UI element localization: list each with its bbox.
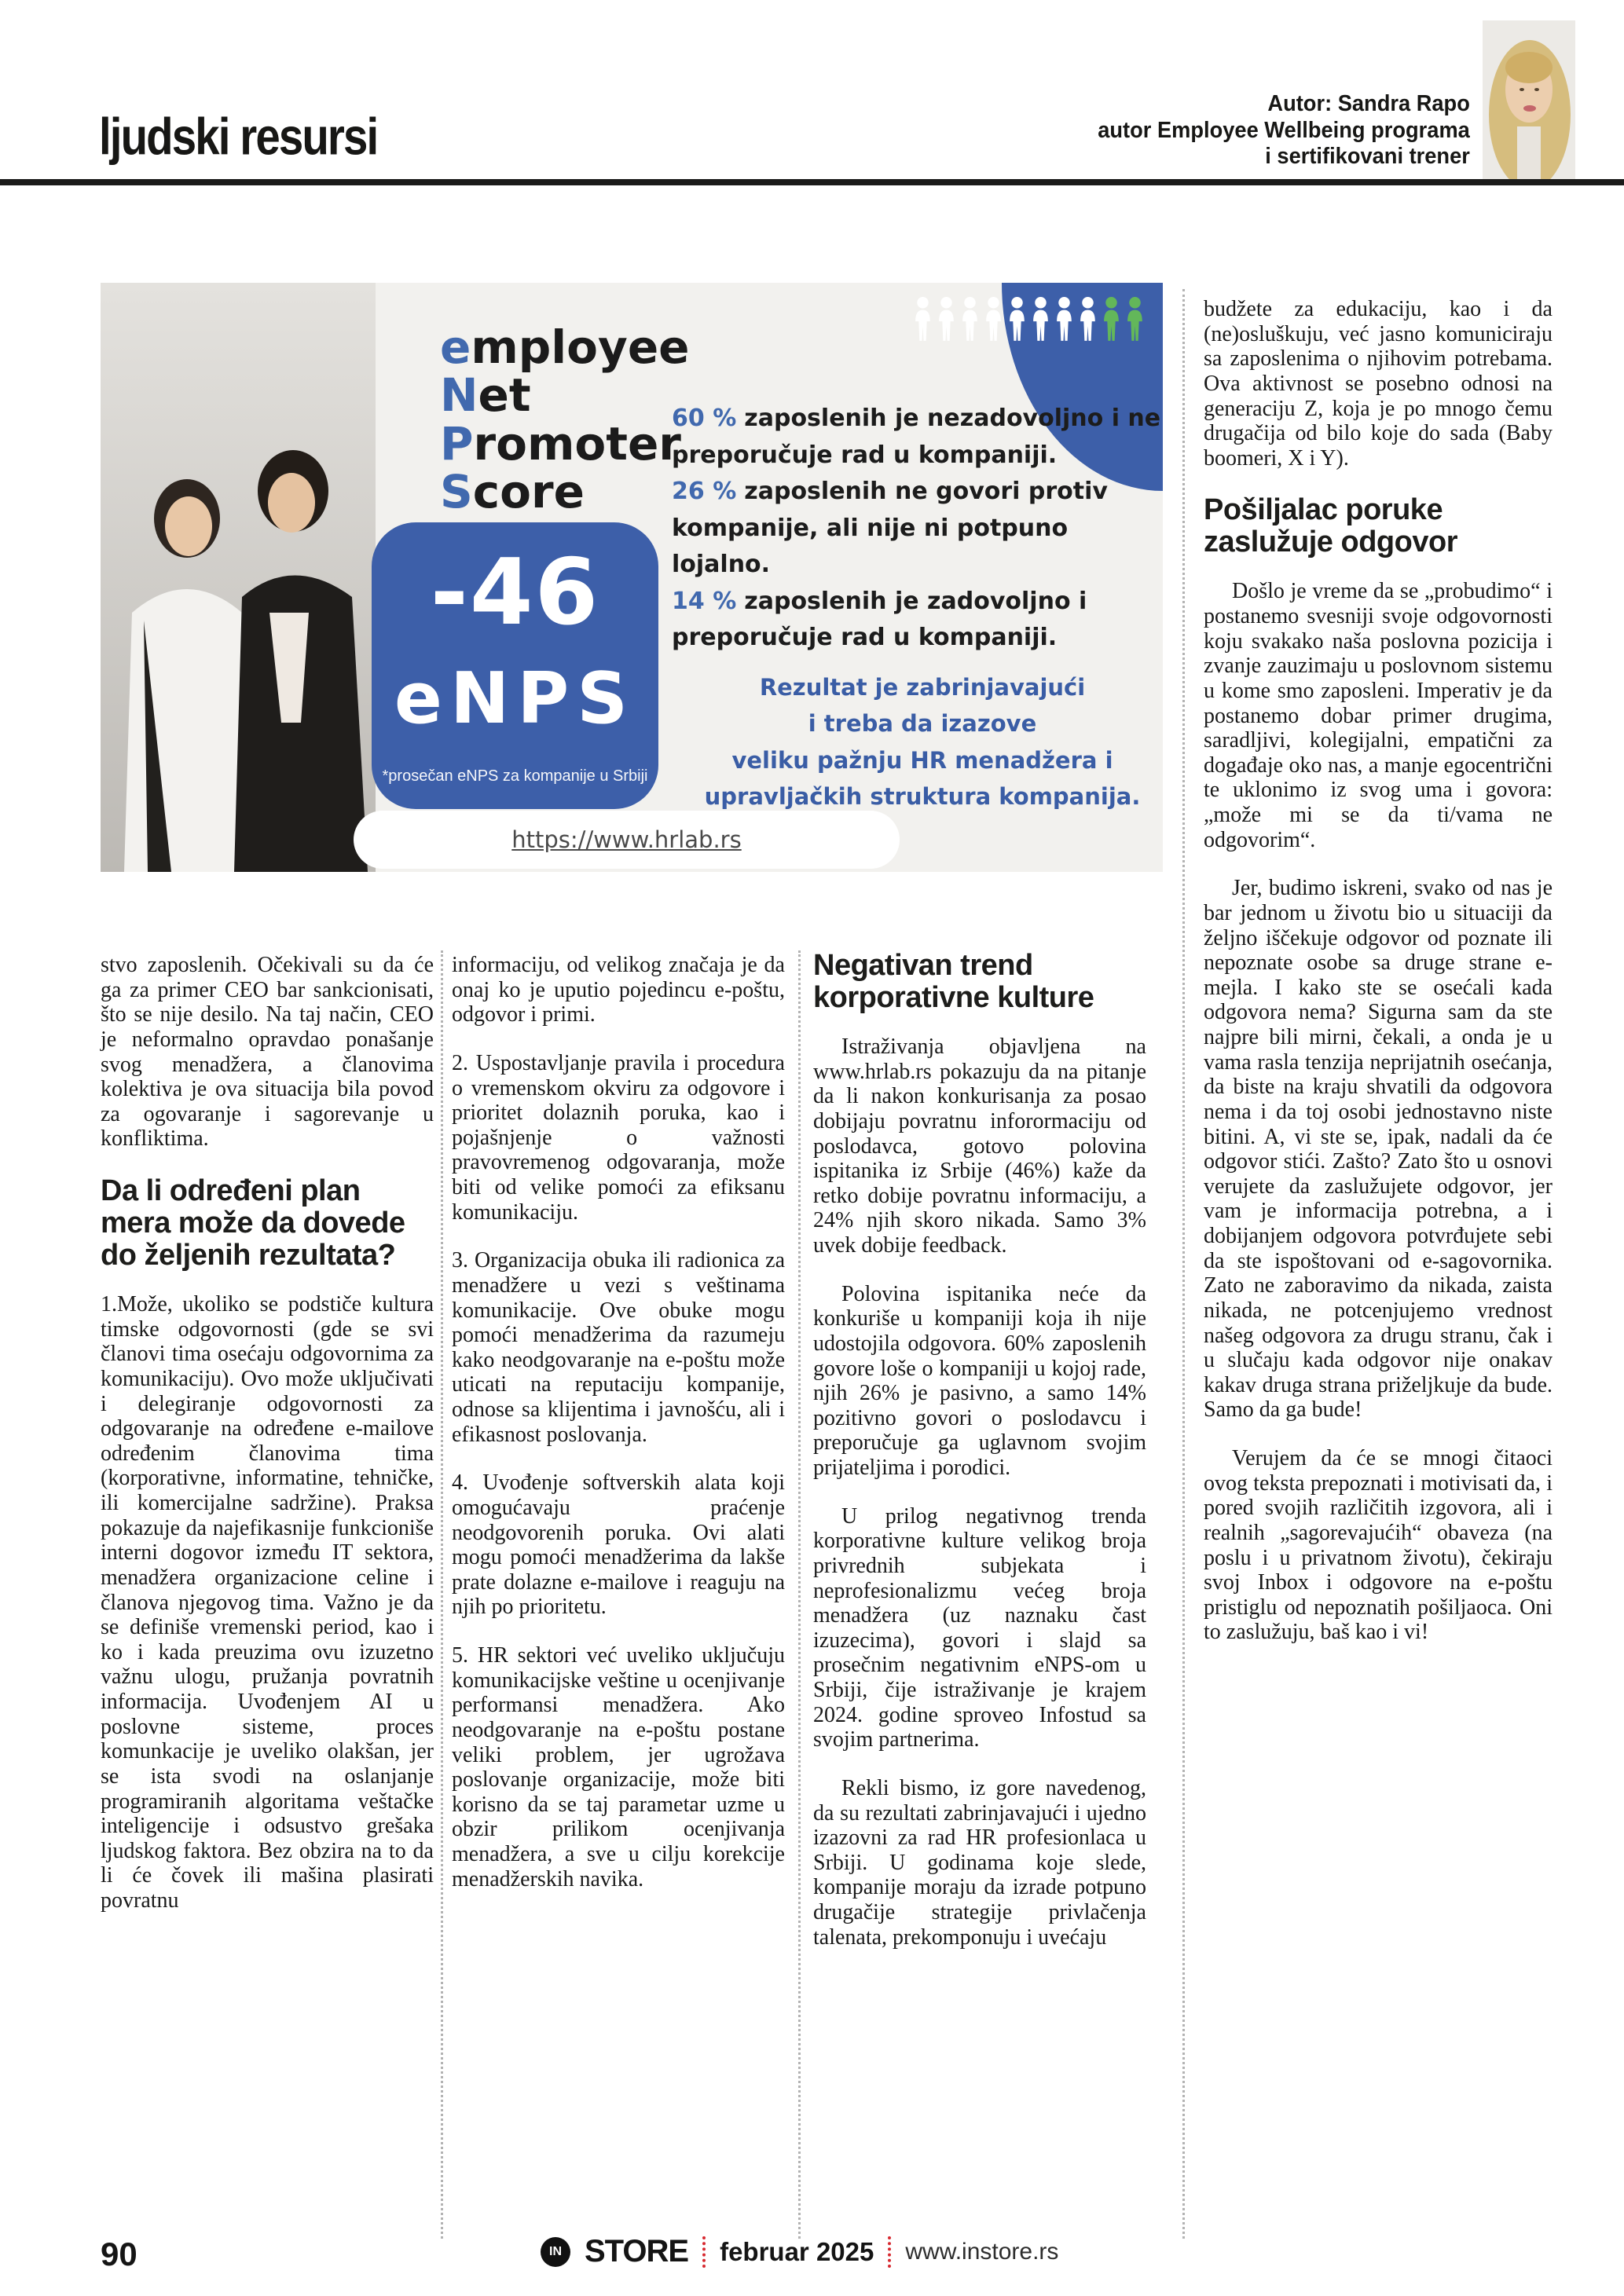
- enps-infographic: [101, 283, 1163, 872]
- brand-name: STORE: [585, 2234, 689, 2269]
- paragraph: 1.Može, ukoliko se podstiče kultura timske odgovornosti (gde se svi članovi tima osećaju odgovornima za komunikaciju). Ovo može uključivati i delegiranje odgovornosti za odgovaranje na određene e-mailove određenim članovima tima (korporativne, informatine, tehničke, ili komercijalne sadržine). Praksa pokazuje da najefikasnije funkcioniše interni dogovor između IT sektora, menadžera organizacione celine i članova njegovog tima. Važno je da se definiše vremenski period, kao i ko i kada preuzima ovu izuzetno važnu ulogu, pružanja povratnih informacija. Uvođenjem AI u poslovne sisteme, proces komunkacije je uveliko olakšan, jer se ista svodi na oslanjanje programiranih algoritama veštačke inteligencije i odsustvo grešaka ljudskog faktora. Bez obzira na to da li će čovek ili mašina plasirati povratnu: [101, 1292, 434, 1913]
- enps-title-line: employee: [440, 320, 690, 374]
- paragraph: 3. Organizacija obuka ili radionica za menadžere u vezi s veštinama komunikacije. Ove obuke mogu pomoći menadžerima da razumeju kako neodgovaranje na e-poštu može uticati na reputaciju kompanije, odnose sa klijentima i javnošću, ali i efikasnost poslovanja.: [452, 1248, 785, 1447]
- site-url: www.instore.rs: [905, 2238, 1059, 2265]
- stat-text: zaposlenih ne govori protiv kompanije, ali nije ni potpuno lojalno.: [672, 478, 1108, 578]
- instore-logo-icon: IN: [541, 2237, 570, 2267]
- header-divider: [0, 179, 1624, 185]
- paragraph: budžete za edukaciju, kao i da (ne)osluškuju, već jasno komuniciraju sa zaposlenima o njihovim potrebama. Ova aktivnost se posebno odnosi na generaciju Z, koja je po mnogo čemu drugačija od bilo koje do sada (Baby boomeri, X i Y).: [1204, 297, 1553, 471]
- person-icon-green: [1101, 297, 1122, 342]
- enps-quote-line: veliku pažnju HR menadžera i: [731, 746, 1113, 774]
- footer-separator: [702, 2236, 706, 2268]
- paragraph: Polovina ispitanika neće da konkuriše u kompaniji koja ih nije udostojila odgovora. 60% zaposlenih govore loše o kompaniji u kojoj rade, njih 26% je pasivno, a samo 14% pozitivno govori o poslodavcu i preporučuje ga uglavnom svojim prijateljima i porodici.: [813, 1281, 1146, 1481]
- enps-score-value: -46: [430, 540, 600, 646]
- subheading-negativan-trend: Negativan trend korporativne kulture: [813, 949, 1094, 1015]
- enps-score-label: eNPS: [394, 657, 636, 740]
- column-divider: [798, 950, 801, 2239]
- enps-title-line: Score: [440, 465, 585, 519]
- person-icon: [1077, 297, 1098, 342]
- paragraph: Istraživanja objavljena na www.hrlab.rs pokazuju da na pitanje da li nakon konkurisanja za posao dobijaju povratnu inforormaciju od poslodavca, gotovo polovina ispitanika iz Srbije (46%) kaže da retko dobije povratnu informaciju, a 24% njih skoro nikada. Samo 3% uvek dobije feedback.: [813, 1034, 1146, 1258]
- infographic-photo: [101, 283, 376, 872]
- enps-stats: [672, 401, 1165, 657]
- enps-score-note: *prosečan eNPS za kompanije u Srbiji: [382, 767, 648, 785]
- paragraph: 2. Uspostavljanje pravila i procedura o vremenskom okviru za odgovore i prioritet dolaznih poruka, kao i pojašnjenje o važnosti pravovremenog odgovaranja, može biti od velike pomoći za efiksanu komunikaciju.: [452, 1050, 785, 1225]
- subheading-posiljalac-poruke: Pošiljalac poruke zaslužuje odgovor: [1204, 493, 1457, 559]
- stat-row: [672, 474, 1165, 584]
- author-photo: [1483, 20, 1575, 179]
- enps-quote: [679, 669, 1166, 815]
- person-icon: [936, 297, 957, 342]
- enps-quote-line: i treba da izazove: [808, 710, 1037, 738]
- person-icon: [959, 297, 981, 342]
- stat-text: zaposlenih je nezadovoljno i ne preporučuje rad u kompaniji.: [672, 405, 1161, 469]
- issue-date: februar 2025: [720, 2236, 874, 2266]
- section-title: ljudski resursi: [99, 108, 378, 166]
- stat-text: zaposlenih je zadovoljno i preporučuje rad u kompaniji.: [672, 587, 1087, 651]
- paragraph: Verujem da će se mnogi čitaoci ovog teksta prepoznati i motivisati da, i pored svojih različitih izgovora, ali i realnih „sagorevajućih“ obaveza (na poslu i u privatnom životu), čekiraju svoj Inbox i odgovore na e-poštu pristiglu od nepoznatih pošiljaoca. Oni to zaslužuju, baš kao i vi!: [1204, 1446, 1553, 1645]
- paragraph: 4. Uvođenje softverskih alata koji omogućavaju praćenje neodgovorenih poruka. Ovi alati mogu pomoći menadžerima da lakše prate dolazne e-mailove i reaguju na njih po prioritetu.: [452, 1470, 785, 1620]
- stat-value: 26 %: [672, 478, 737, 505]
- column-divider: [441, 950, 443, 2239]
- paragraph: Jer, budimo iskreni, svako od nas je bar jednom u životu bio u situaciji da željno iščekuje odgovor od poznate ili nepoznate osobe sa druge strane e-mejla. I kako ste se osećali kada odgovora nema? Sigurna sam da ste najpre bili mirni, čekali, a onda je u vama rasla tenzija neprijatnih osećanja, da biste na kraju shvatili da odgovora nema i da toj osobi jednostavno niste bitini. A, vi ste se, ipak, nadali da će odgovor stići. Zašto? Zato što u osnovi verujete da zaslužujete odgovor, jer vam je informacija potrebna, a i dobijanjem odgovora potvrđujete sebi da ste ispoštovani od e-sagovornika. Zato ne zaboravimo da nikada, zaista nikada, ne potcenjujemo vrednost našeg odgovora za drugu stranu, čak i u slučaju kada odgovor nije onakav kakav druga strana priželjkuje da bude. Samo da ga bude!: [1204, 876, 1553, 1423]
- enps-title-line: Net: [440, 368, 531, 423]
- paragraph: stvo zaposlenih. Očekivali su da će ga za primer CEO bar sankcionisati, što se nije desilo. Na taj način, CEO je neformalno opravdao ponašanje svog menadžera, a članovima kolektiva je ova situacija bila povod za ogovaranje i sagorevanje u konfliktima.: [101, 953, 434, 1152]
- person-icon-green: [1124, 297, 1146, 342]
- stat-row: [672, 584, 1165, 657]
- author-role-1: autor Employee Wellbeing programa: [1098, 117, 1470, 143]
- paragraph: U prilog negativnog trenda korporativne kulture velikog broja privrednih subjekata i neprofesionalizmu većeg broja menadžera (uz naznaku čast izuzecima), govori i slajd sa prosečnim negativnim eNPS-om u Srbiji, čije istraživanje je krajem 2024. godine sproveo Infostud sa svojim partnerima.: [813, 1503, 1146, 1752]
- enps-score-card: [372, 522, 658, 809]
- page-number: 90: [101, 2236, 137, 2272]
- person-icon: [1006, 297, 1028, 342]
- enps-quote-line: Rezultat je zabrinjavajući: [759, 674, 1086, 701]
- footer-separator: [888, 2236, 891, 2268]
- article-column-3: [813, 949, 1146, 1973]
- person-icon: [1054, 297, 1075, 342]
- stat-value: 60 %: [672, 405, 737, 432]
- person-icon: [1030, 297, 1051, 342]
- people-pictogram-row: [912, 297, 1146, 342]
- author-role-2: i sertifikovani trener: [1265, 144, 1470, 170]
- author-photo-placeholder: [1483, 20, 1575, 179]
- person-icon: [983, 297, 1004, 342]
- footer: [541, 2234, 1058, 2269]
- person-icon: [912, 297, 933, 342]
- paragraph: 5. HR sektori već uveliko uključuju komunikacijske veštine u ocenjivanje performansi menadžera. Ako neodgovaranje na e-poštu postane veliki problem, jer ugrožava poslovanje organizacije, može biti korisno da se taj parametar uzme u obzir prilikom ocenjivanja menadžera, a sve u cilju korekcije menadžerskih navika.: [452, 1643, 785, 1891]
- author-name: Autor: Sandra Rapo: [1267, 91, 1470, 116]
- paragraph: Došlo je vreme da se „probudimo“ i postanemo svesniji svoje odgovornosti koju svakako naša poslovna pozicija i zvanje zauzimaju u poslovnom sistemu u kome smo zaposleni. Imperativ je da postanemo dobar primer drugima, saradljivi, kolegijalni, empatični za događaje oko nas, a manje egocentrični te uklonimo iz svog uma i govora: „može mi se da ti/vama ne odgovorim“.: [1204, 579, 1553, 852]
- article-column-1: [101, 953, 434, 1937]
- article-column-4: [1204, 297, 1553, 1668]
- hrlab-link-pill: [354, 811, 900, 869]
- hrlab-link[interactable]: https://www.hrlab.rs: [511, 826, 742, 853]
- two-women-photo-placeholder: [101, 283, 376, 872]
- subheading-plan-mera: Da li određeni plan mera može da dovede do željenih rezultata?: [101, 1174, 405, 1273]
- stat-row: [672, 401, 1165, 474]
- paragraph: informaciju, od velikog značaja je da onaj ko je uputio pojedincu e-poštu, odgovor i primi.: [452, 953, 785, 1027]
- author-block: [1098, 91, 1470, 170]
- paragraph: Rekli bismo, iz gore navedenog, da su rezultati zabrinjavajući i ujedno izazovni za rad HR profesionlaca u Srbiji. U godinama koje slede, kompanije moraju da izrade potpuno drugačije strategije privlačenja talenata, prekomponuju i uvećaju: [813, 1775, 1146, 1950]
- stat-value: 14 %: [672, 587, 737, 615]
- enps-quote-line: upravljačkih struktura kompanija.: [704, 783, 1141, 811]
- enps-title: [440, 320, 690, 519]
- sidebar-divider: [1182, 289, 1185, 2239]
- article-column-2: [452, 953, 785, 1915]
- enps-title-line: Promoter: [440, 416, 681, 471]
